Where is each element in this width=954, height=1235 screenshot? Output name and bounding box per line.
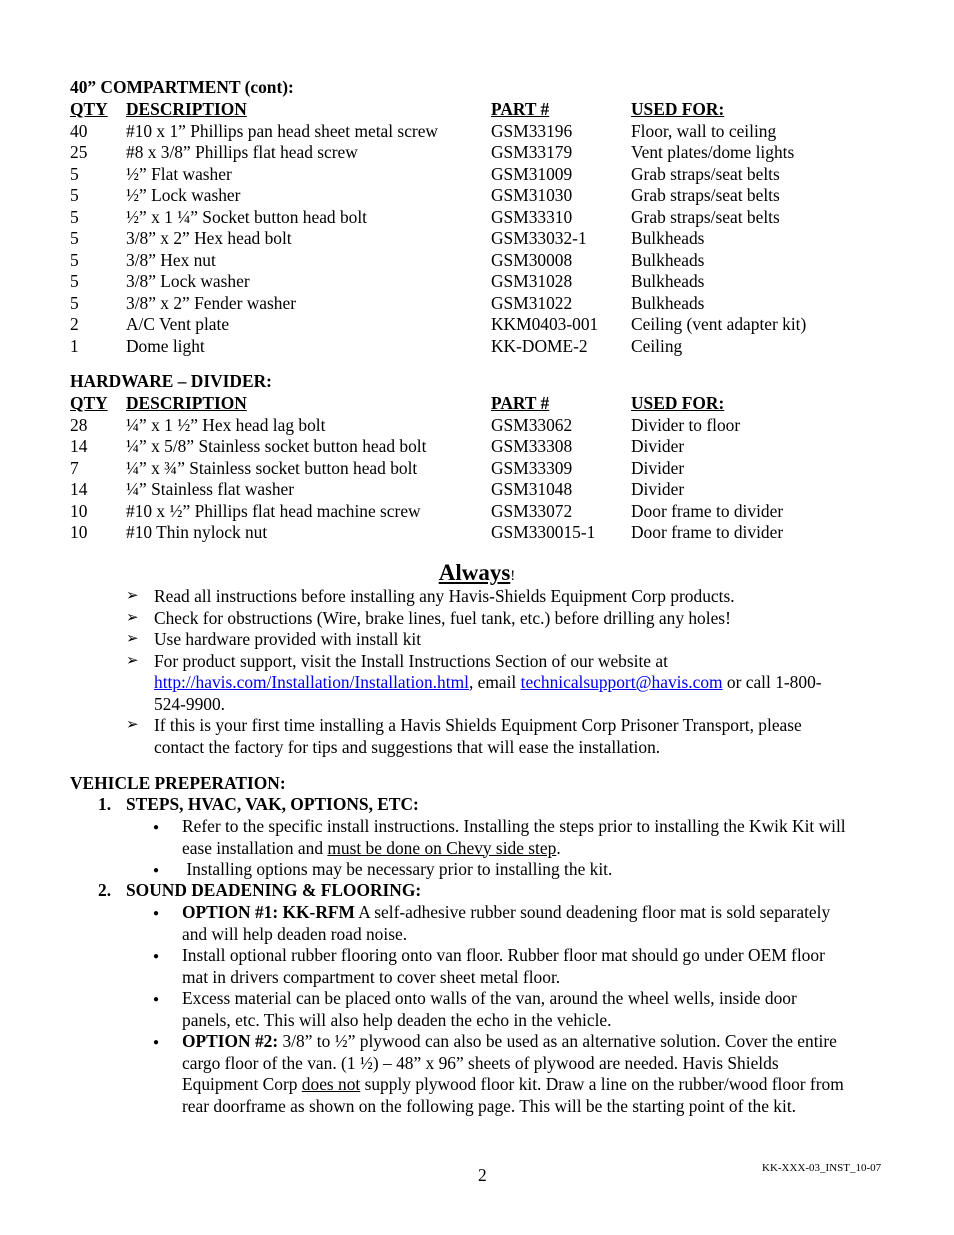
- description-cell: #10 Thin nylock nut: [126, 522, 268, 542]
- support-line-3: 524-9900.: [154, 693, 226, 714]
- qty-cell: 14: [70, 436, 88, 456]
- step-number: 2.: [98, 880, 112, 900]
- part-number-cell: GSM33032-1: [491, 228, 587, 248]
- used-for-cell: Bulkheads: [631, 249, 705, 270]
- table-row: [0, 436, 954, 458]
- qty-cell: 7: [70, 457, 79, 478]
- bullet-line: [182, 1074, 902, 1096]
- document-id: KK-XXX-03_INST_10-07: [762, 1162, 882, 1174]
- table-row: [0, 121, 954, 143]
- used-for-cell: Grab straps/seat belts: [631, 185, 780, 205]
- used-for-cell: Door frame to divider: [631, 500, 784, 521]
- part-number-cell: GSM31030: [491, 185, 573, 205]
- support-post-text: or call 1-800-: [722, 672, 822, 692]
- part-number-cell: KKM0403-001: [491, 314, 599, 334]
- step-title: SOUND DEADENING & FLOORING:: [126, 880, 422, 900]
- bullet-line: [182, 1031, 902, 1053]
- bullet-line: rear doorframe as shown on the following page. This will be the starting point of the kit.: [182, 1095, 797, 1116]
- step-title: STEPS, HVAC, VAK, OPTIONS, ETC:: [126, 794, 419, 814]
- part-number-cell: KK-DOME-2: [491, 335, 588, 356]
- text: supply plywood floor kit. Draw a line on the rubber/wood floor from: [360, 1074, 844, 1094]
- description-cell: ½” x 1 ¼” Socket button head bolt: [126, 206, 368, 227]
- description-cell: #10 x ½” Phillips flat head machine screw: [126, 500, 421, 521]
- text: 3/8” to ½” plywood can also be used as an alternative solution. Cover the entire: [278, 1031, 837, 1051]
- header-qty: QTY: [70, 393, 108, 413]
- list-item: [154, 715, 894, 758]
- table-row: [0, 415, 954, 437]
- arrow-bullet-icon: ➢: [126, 631, 139, 647]
- bullet-line: Refer to the specific install instructions. Installing the steps prior to installing the Kwik Kit will: [182, 816, 846, 836]
- description-cell: 3/8” x 2” Fender washer: [126, 292, 296, 313]
- section-title: HARDWARE – DIVIDER:: [70, 371, 272, 391]
- bullet-dot-icon: ●: [153, 865, 160, 876]
- used-for-cell: Divider: [631, 457, 685, 478]
- list-item: [182, 1031, 902, 1117]
- bullet-dot-icon: ●: [153, 994, 160, 1005]
- used-for-cell: Bulkheads: [631, 271, 705, 291]
- bold-text: OPTION #1: KK-RFM: [182, 902, 355, 922]
- description-cell: ¼” x 5/8” Stainless socket button head bolt: [126, 436, 427, 456]
- always-title: Always: [438, 560, 511, 585]
- table-row: [0, 479, 954, 501]
- bold-text: OPTION #2:: [182, 1031, 279, 1051]
- used-for-cell: Ceiling: [631, 335, 683, 356]
- list-item: [182, 816, 902, 859]
- description-cell: ½” Lock washer: [126, 185, 241, 205]
- part-number-cell: GSM33309: [491, 457, 573, 478]
- qty-cell: 14: [70, 479, 88, 499]
- used-for-cell: Bulkheads: [631, 292, 705, 313]
- table-row: [0, 185, 954, 207]
- qty-cell: 5: [70, 271, 79, 291]
- used-for-cell: Door frame to divider: [631, 522, 784, 542]
- list-item: [182, 902, 902, 945]
- qty-cell: 5: [70, 163, 79, 184]
- section-title: VEHICLE PREPERATION:: [70, 773, 286, 793]
- bullet-line: [182, 902, 902, 924]
- text: ease installation and: [182, 837, 328, 858]
- qty-cell: 5: [70, 292, 79, 313]
- qty-cell: 40: [70, 120, 88, 141]
- used-for-cell: Grab straps/seat belts: [631, 206, 780, 227]
- qty-cell: 2: [70, 314, 79, 334]
- table-row: [0, 271, 954, 293]
- part-number-cell: GSM33179: [491, 142, 573, 162]
- bullet-line: panels, etc. This will also help deaden the echo in the vehicle.: [182, 1009, 612, 1030]
- part-number-cell: GSM33072: [491, 500, 573, 521]
- description-cell: A/C Vent plate: [126, 314, 230, 334]
- list-item: Check for obstructions (Wire, brake lines, fuel tank, etc.) before drilling any holes!: [154, 607, 731, 628]
- text: A self-adhesive rubber sound deadening floor mat is sold separately: [354, 902, 831, 922]
- list-item-support: [154, 651, 894, 716]
- table-row: [0, 458, 954, 480]
- bullet-dot-icon: ●: [153, 908, 160, 919]
- part-number-cell: GSM33062: [491, 414, 573, 435]
- bullet-line: Excess material can be placed onto walls of the van, around the wheel wells, inside door: [182, 988, 797, 1008]
- step-number: 1.: [98, 794, 112, 814]
- qty-cell: 25: [70, 142, 88, 162]
- description-cell: 3/8” Lock washer: [126, 271, 250, 291]
- first-time-line-2: contact the factory for tips and suggestions that will ease the installation.: [154, 736, 661, 757]
- used-for-cell: Grab straps/seat belts: [631, 163, 780, 184]
- support-line-2: [154, 672, 894, 694]
- arrow-bullet-icon: ➢: [126, 652, 139, 669]
- table-row: [0, 142, 954, 164]
- table-header: [0, 99, 954, 121]
- bullet-dot-icon: ●: [153, 951, 160, 962]
- qty-cell: 1: [70, 335, 79, 356]
- first-time-line-1: If this is your first time installing a Havis Shields Equipment Corp Prisoner Transport, please: [154, 715, 802, 735]
- description-cell: #8 x 3/8” Phillips flat head screw: [126, 142, 358, 162]
- header-part: PART #: [491, 393, 550, 413]
- description-cell: ¼” x ¾” Stainless socket button head bolt: [126, 457, 418, 478]
- description-cell: ¼” x 1 ½” Hex head lag bolt: [126, 414, 326, 435]
- used-for-cell: Vent plates/dome lights: [631, 142, 795, 162]
- description-cell: 3/8” Hex nut: [126, 249, 216, 270]
- qty-cell: 10: [70, 522, 88, 542]
- underlined-text: must be done on Chevy side step: [327, 837, 557, 858]
- part-number-cell: GSM31009: [491, 163, 573, 184]
- table-row: [0, 522, 954, 544]
- table-row: [0, 250, 954, 272]
- support-line-1: For product support, visit the Install Instructions Section of our website at: [154, 650, 668, 671]
- header-used-for: USED FOR:: [631, 393, 725, 413]
- underlined-text: does not: [301, 1074, 361, 1094]
- table-row: [0, 207, 954, 229]
- qty-cell: 5: [70, 249, 79, 270]
- description-cell: #10 x 1” Phillips pan head sheet metal screw: [126, 120, 438, 141]
- header-part: PART #: [491, 99, 550, 119]
- header-description: DESCRIPTION: [126, 393, 247, 413]
- qty-cell: 10: [70, 500, 88, 521]
- qty-cell: 5: [70, 206, 79, 227]
- part-number-cell: GSM330015-1: [491, 522, 596, 542]
- header-description: DESCRIPTION: [126, 99, 247, 119]
- header-used-for: USED FOR:: [631, 99, 725, 119]
- used-for-cell: Divider: [631, 479, 685, 499]
- section-title: 40” COMPARTMENT (cont):: [70, 77, 294, 97]
- bullet-line: mat in drivers compartment to cover sheet metal floor.: [182, 966, 561, 987]
- bullet-line: cargo floor of the van. (1 ½) – 48” x 96” sheets of plywood are needed. Havis Shields: [182, 1052, 779, 1073]
- part-number-cell: GSM33310: [491, 206, 573, 227]
- arrow-bullet-icon: ➢: [126, 588, 139, 604]
- table-row: [0, 293, 954, 315]
- list-item: [182, 988, 902, 1031]
- bullet-dot-icon: ●: [153, 822, 160, 833]
- part-number-cell: GSM33196: [491, 120, 573, 141]
- list-item: Use hardware provided with install kit: [154, 629, 422, 649]
- text: Equipment Corp: [182, 1074, 302, 1094]
- table-row: [0, 336, 954, 358]
- used-for-cell: Divider to floor: [631, 414, 741, 435]
- part-number-cell: GSM31048: [491, 479, 573, 499]
- used-for-cell: Divider: [631, 436, 685, 456]
- used-for-cell: Floor, wall to ceiling: [631, 120, 777, 141]
- table-header: [0, 393, 954, 415]
- used-for-cell: Bulkheads: [631, 228, 705, 248]
- bullet-line: and will help deaden road noise.: [182, 923, 408, 944]
- part-number-cell: GSM31022: [491, 292, 573, 313]
- bullet-line: Install optional rubber flooring onto van floor. Rubber floor mat should go under OEM floor: [182, 945, 825, 965]
- table-row: [0, 501, 954, 523]
- arrow-bullet-icon: ➢: [126, 609, 139, 626]
- qty-cell: 5: [70, 185, 79, 205]
- qty-cell: 28: [70, 414, 88, 435]
- bullet-line: [182, 838, 902, 860]
- table-row: [0, 228, 954, 250]
- used-for-cell: Ceiling (vent adapter kit): [631, 314, 807, 334]
- part-number-cell: GSM30008: [491, 249, 573, 270]
- qty-cell: 5: [70, 228, 79, 248]
- description-cell: ¼” Stainless flat washer: [126, 479, 295, 499]
- always-exclaim: !: [510, 568, 516, 584]
- table-row: [0, 314, 954, 336]
- support-mid-text: , email: [468, 672, 521, 692]
- page-number: 2: [478, 1165, 487, 1185]
- list-item: Installing options may be necessary prior to installing the kit.: [182, 859, 613, 879]
- text: .: [556, 837, 561, 858]
- table-row: [0, 164, 954, 186]
- part-number-cell: GSM31028: [491, 271, 573, 291]
- description-cell: 3/8” x 2” Hex head bolt: [126, 228, 292, 248]
- email-link[interactable]: technicalsupport@havis.com: [520, 672, 723, 692]
- list-item: [182, 945, 902, 988]
- list-item: Read all instructions before installing any Havis-Shields Equipment Corp products.: [154, 586, 735, 606]
- part-number-cell: GSM33308: [491, 436, 573, 456]
- description-cell: ½” Flat washer: [126, 163, 232, 184]
- website-link[interactable]: http://havis.com/Installation/Installation.html: [154, 672, 469, 692]
- arrow-bullet-icon: ➢: [126, 717, 139, 733]
- description-cell: Dome light: [126, 335, 205, 356]
- header-qty: QTY: [70, 99, 108, 119]
- bullet-dot-icon: ●: [153, 1037, 160, 1048]
